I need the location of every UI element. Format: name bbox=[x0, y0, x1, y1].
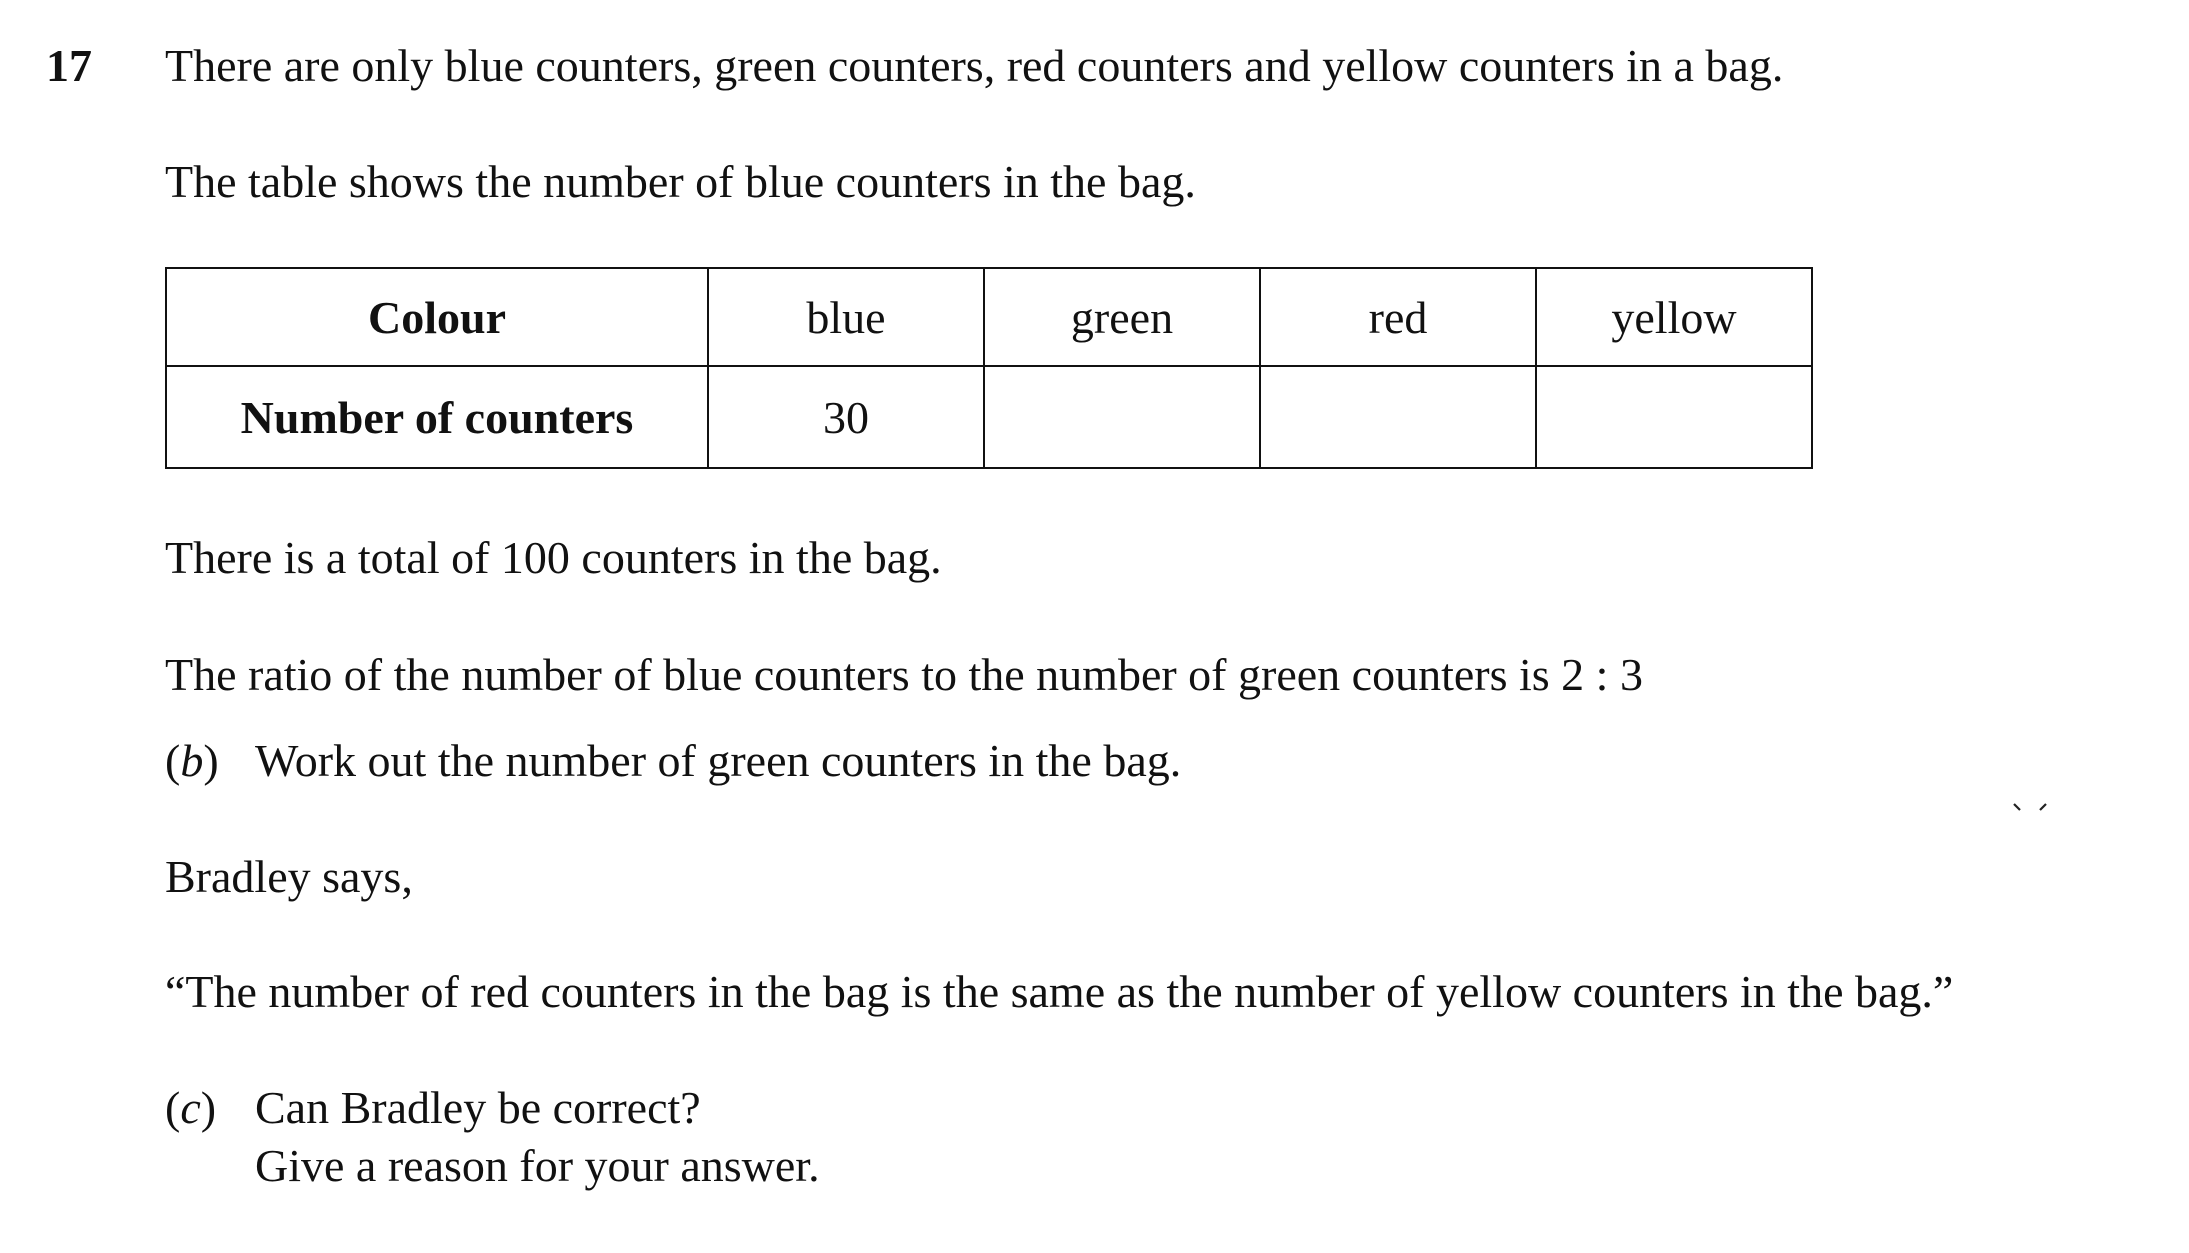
total-statement: There is a total of 100 counters in the bag. bbox=[165, 532, 942, 583]
row-header-colour: Colour bbox=[166, 268, 708, 366]
colour-cell-green: green bbox=[984, 268, 1260, 366]
table-row bbox=[166, 366, 1812, 468]
count-cell-red[interactable] bbox=[1260, 366, 1536, 468]
bradley-quote: “The number of red counters in the bag is the same as the number of yellow counters in the bag.” bbox=[165, 966, 1954, 1017]
part-b-label: (b) bbox=[165, 735, 219, 786]
table-row bbox=[166, 268, 1812, 366]
colour-cell-red: red bbox=[1260, 268, 1536, 366]
count-cell-yellow[interactable] bbox=[1536, 366, 1812, 468]
part-c-label: (c) bbox=[165, 1082, 217, 1133]
row-header-number: Number of counters bbox=[166, 366, 708, 468]
colour-cell-blue: blue bbox=[708, 268, 984, 366]
count-cell-blue: 30 bbox=[708, 366, 984, 468]
count-cell-green[interactable] bbox=[984, 366, 1260, 468]
question-number: 17 bbox=[46, 40, 92, 91]
part-c-line1: Can Bradley be correct? bbox=[255, 1082, 701, 1133]
table-intro: The table shows the number of blue counters in the bag. bbox=[165, 156, 1196, 207]
part-c-line2: Give a reason for your answer. bbox=[255, 1140, 820, 1191]
part-b bbox=[165, 733, 1181, 789]
colour-cell-yellow: yellow bbox=[1536, 268, 1812, 366]
bradley-intro: Bradley says, bbox=[165, 851, 413, 902]
question-intro: There are only blue counters, green counters, red counters and yellow counters in a bag. bbox=[165, 40, 1784, 91]
stray-mark-icon bbox=[2010, 798, 2050, 818]
part-c bbox=[165, 1080, 701, 1136]
part-b-text: Work out the number of green counters in the bag. bbox=[255, 735, 1182, 786]
ratio-statement: The ratio of the number of blue counters to the number of green counters is 2 : 3 bbox=[165, 649, 1643, 700]
counters-table bbox=[165, 267, 1813, 469]
